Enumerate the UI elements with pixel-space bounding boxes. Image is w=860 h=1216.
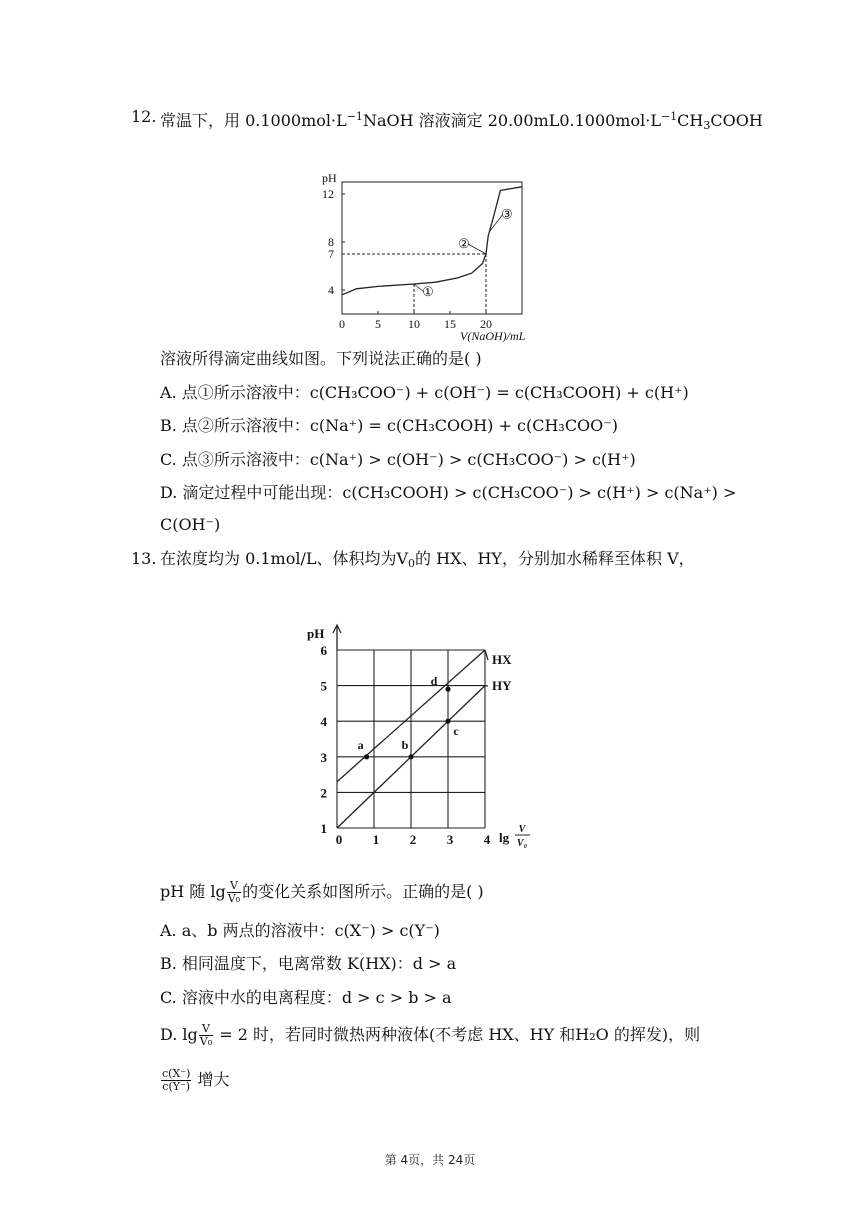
titration-curve <box>342 187 522 295</box>
q12-number: 12. <box>131 107 157 126</box>
annotation-label: ③ <box>501 206 513 222</box>
y-axis-label: pH <box>322 171 337 185</box>
annotation-leader <box>468 244 486 254</box>
page-footer: 第 4页，共 24页 <box>384 1153 476 1167</box>
y-axis-label: pH <box>307 626 325 641</box>
x-tick-label: 3 <box>446 832 454 847</box>
y-tick-label: 2 <box>320 785 327 801</box>
x-axis-label: V(NaOH)/mL <box>460 329 526 343</box>
y-tick-label: 6 <box>320 643 327 658</box>
q13-option-d-fraction: $\frac{V}{\text{V₀}}$ <box>199 1022 213 1048</box>
x-tick-label: 4 <box>483 832 491 847</box>
x-tick-label: 20 <box>480 317 492 331</box>
x-tick-label: 0 <box>339 317 345 331</box>
y-tick-label: 12 <box>322 187 334 201</box>
point-label: a <box>357 737 364 752</box>
point-label: c <box>453 724 459 739</box>
annotation-label: ① <box>422 284 434 299</box>
data-point <box>408 754 413 759</box>
annotation-label: ② <box>458 236 470 251</box>
point-label: d <box>430 674 438 689</box>
data-point <box>445 687 450 692</box>
data-point <box>445 719 450 724</box>
titration-curve-chart <box>310 168 540 348</box>
y-tick-label: 4 <box>320 714 327 730</box>
y-tick-label: 5 <box>320 678 327 694</box>
y-tick-label: 4 <box>328 283 334 297</box>
x-tick-label: 2 <box>409 832 417 847</box>
q13-stem-fraction: $\frac{V}{\text{V₀}}$ <box>227 879 241 905</box>
y-tick-label: 7 <box>328 247 334 261</box>
q13-option-d-ratio-fraction: $\frac{c(X^-)}{c(Y^-)}$ <box>162 1067 191 1093</box>
x-axis-label-den: V₀ <box>516 838 528 849</box>
x-tick-label: 10 <box>408 317 420 331</box>
y-tick-label: 1 <box>320 821 327 836</box>
x-tick-label: 15 <box>444 317 456 331</box>
x-tick-label: 1 <box>372 832 380 847</box>
data-point <box>364 754 369 759</box>
x-axis-label-num: V <box>518 824 526 835</box>
x-tick-label: 0 <box>335 832 343 847</box>
x-axis-label-lg: lg <box>499 830 510 845</box>
series-label: HX <box>492 652 512 667</box>
y-tick-label: 3 <box>320 749 327 765</box>
series-label: HY <box>492 678 512 693</box>
y-tick-label: 8 <box>328 235 334 249</box>
x-tick-label: 5 <box>375 317 381 331</box>
point-label: b <box>401 737 409 752</box>
q13-number: 13. <box>131 549 157 568</box>
ph-dilution-chart <box>305 618 550 866</box>
